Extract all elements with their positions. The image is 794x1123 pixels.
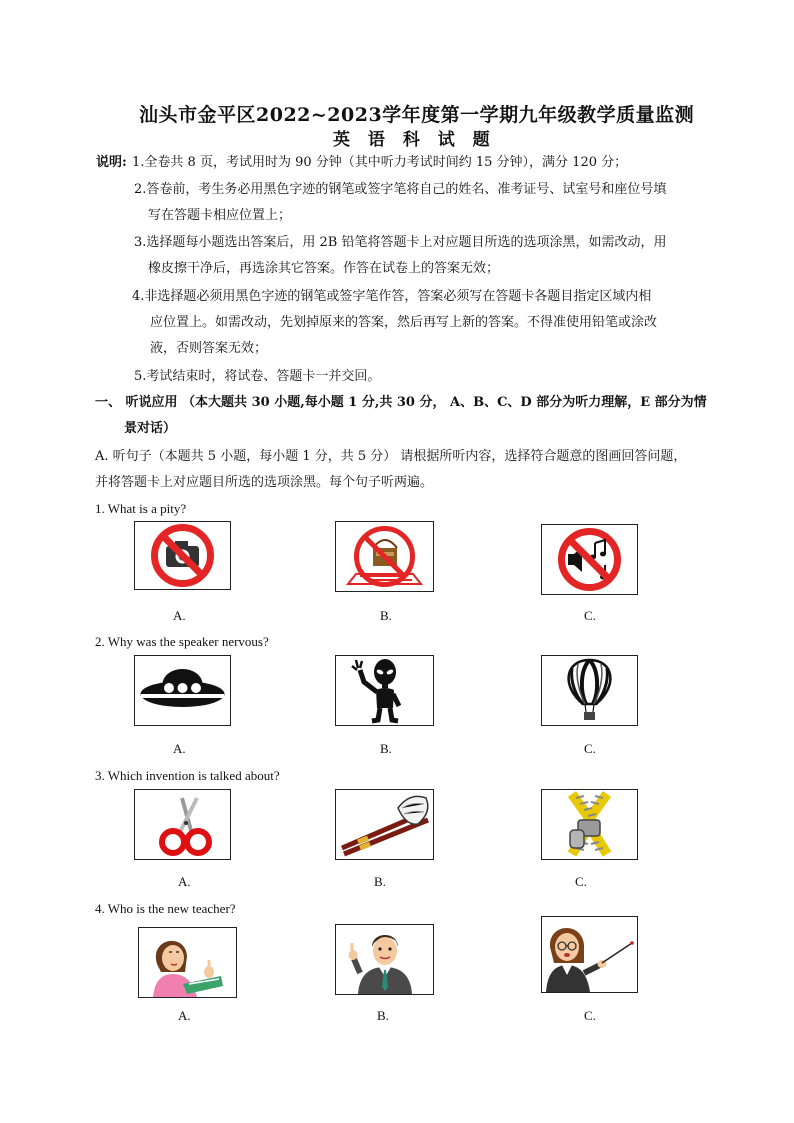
instructions-label: 说明:	[96, 155, 127, 170]
option-b: B.	[377, 1008, 389, 1023]
option-c: C.	[575, 874, 587, 889]
option-b: B.	[380, 741, 392, 756]
no-camera-icon	[134, 521, 231, 590]
alien-icon	[335, 655, 434, 726]
hot-air-balloon-icon	[541, 655, 638, 726]
scissors-icon	[134, 789, 231, 860]
question-4: 4. Who is the new teacher?	[95, 901, 236, 916]
instruction-line: 应位置上。如需改动，先划掉原来的答案，然后再写上新的答案。不得准使用铅笔或涂改	[150, 315, 658, 330]
section-heading-cont: 景对话）	[124, 421, 177, 436]
page-subtitle: 英 语 科 试 题	[333, 130, 496, 150]
no-music-icon	[541, 524, 638, 595]
man-in-suit-icon	[335, 924, 434, 995]
page-title: 汕头市金平区2022~2023学年度第一学期九年级教学质量监测	[139, 104, 695, 126]
option-a: A.	[178, 1008, 191, 1023]
instruction-line: 2.答卷前，考生务必用黑色字迹的钢笔或签字笔将自己的姓名、准考证号、试室号和座位号填	[134, 182, 667, 197]
option-b: B.	[374, 874, 386, 889]
part-a-heading: A. 听句子（本题共 5 小题，每小题 1 分，共 5 分） 请根据所听内容，选择符合题意的图画回答问题，	[95, 449, 687, 464]
instruction-line: 橡皮擦干净后，再选涂其它答案。作答在试卷上的答案无效；	[148, 261, 500, 276]
chopsticks-icon	[335, 789, 434, 860]
instruction-line: 4.非选择题必须用黑色字迹的钢笔或签字笔作答，答案必须写在答题卡各题目指定区域内相	[132, 289, 652, 304]
option-c: C.	[584, 1008, 596, 1023]
instruction-line: 3.选择题每小题选出答案后，用 2B 铅笔将答题卡上对应题目所选的选项涂黑，如需改动，用	[134, 235, 667, 250]
ufo-icon	[134, 655, 231, 726]
woman-with-pointer-icon	[541, 916, 638, 993]
option-b: B.	[380, 608, 392, 623]
question-1: 1. What is a pity?	[95, 501, 187, 516]
option-c: C.	[584, 741, 596, 756]
option-a: A.	[173, 608, 186, 623]
instruction-line: 写在答题卡相应位置上；	[148, 208, 292, 223]
option-a: A.	[173, 741, 186, 756]
instruction-line: 1.全卷共 8 页，考试用时为 90 分钟（其中听力考试时间约 15 分钟），满分 120 分；	[132, 155, 628, 170]
no-picnic-icon	[335, 521, 434, 592]
question-2: 2. Why was the speaker nervous?	[95, 634, 269, 649]
option-c: C.	[584, 608, 596, 623]
zipper-icon	[541, 789, 638, 860]
question-3: 3. Which invention is talked about?	[95, 768, 280, 783]
part-a-heading-cont: 并将答题卡上对应题目所选的选项涂黑。每个句子听两遍。	[95, 475, 434, 490]
instruction-line: 5.考试结束时，将试卷、答题卡一并交回。	[134, 369, 381, 384]
section-heading: 一、 听说应用 （本大题共 30 小题,每小题 1 分,共 30 分， A、B、C、D 部分为听力理解，E 部分为情	[95, 395, 707, 410]
instruction-line: 液，否则答案无效；	[150, 341, 268, 356]
woman-reading-icon	[138, 927, 237, 998]
option-a: A.	[178, 874, 191, 889]
